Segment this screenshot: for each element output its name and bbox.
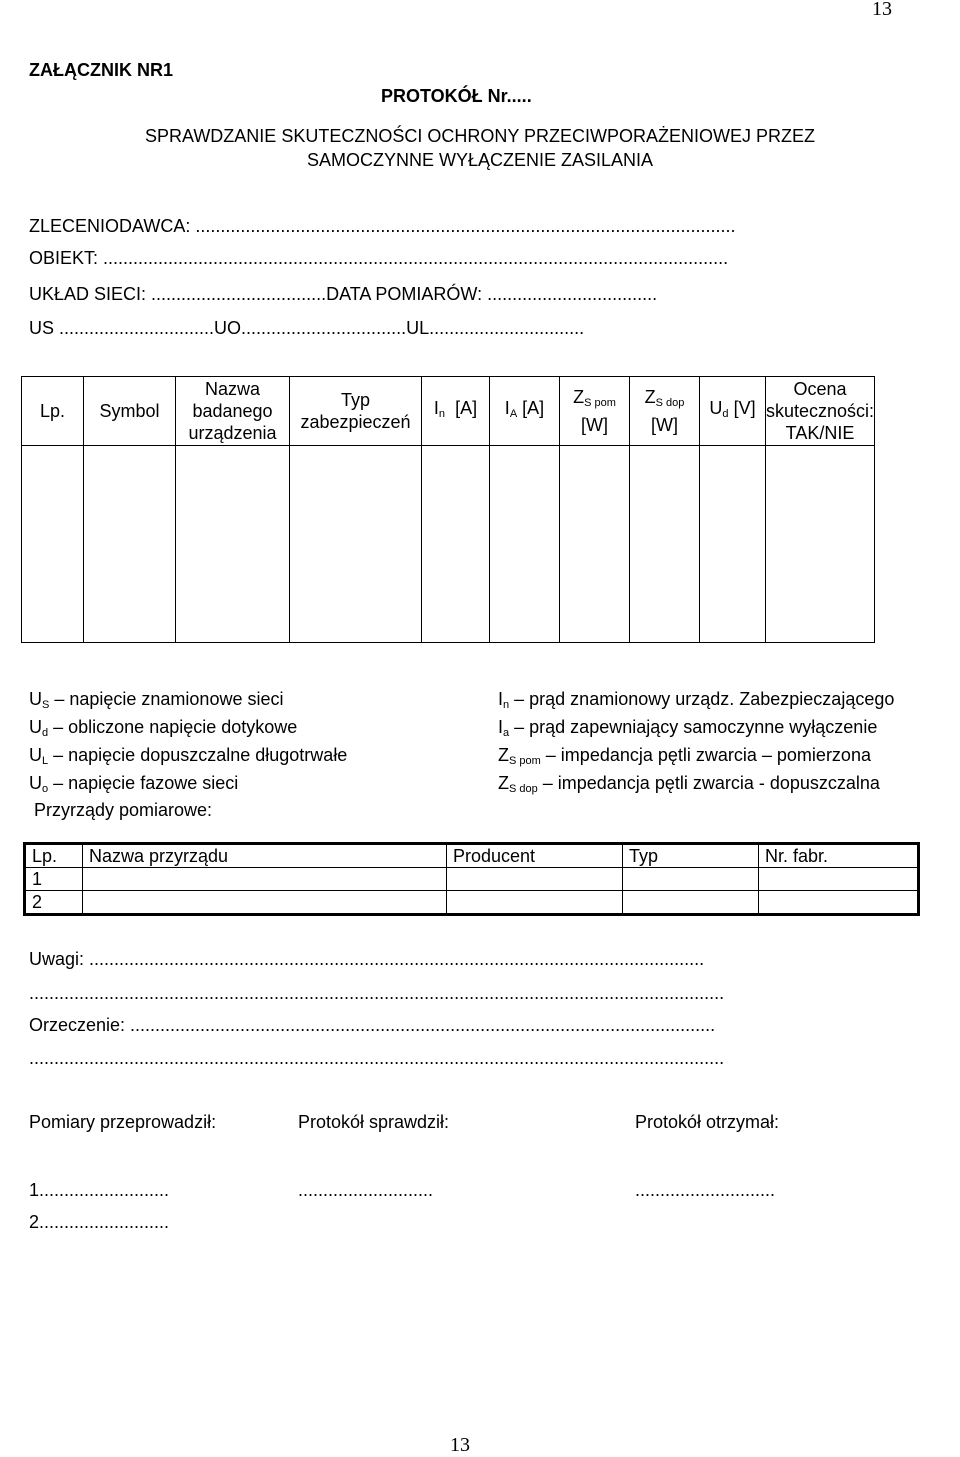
subtitle-line-2: SAMOCZYNNE WYŁĄCZENIE ZASILANIA: [306, 150, 654, 170]
cell-empty: [759, 868, 919, 891]
subtitle-line-1: SPRAWDZANIE SKUTECZNOŚCI OCHRONY PRZECIWPORAŻENIOWEJ PRZEZ: [144, 126, 816, 146]
cell-empty: [766, 446, 875, 643]
col-zs-dop: $Z_{S dop}$ [W]: [630, 377, 700, 446]
header-producer: Producent: [447, 844, 623, 868]
table-row: [25, 891, 919, 915]
legend-item: $U_o$ – napięcie fazowe sieci: [29, 773, 239, 795]
performed-by-label: Pomiary przeprowadził:: [29, 1112, 217, 1132]
cell-empty: [84, 446, 176, 643]
cell-empty: [759, 891, 919, 915]
legend-item: $U_S$ – napięcie znamionowe sieci: [29, 689, 284, 711]
col-in: $I_n$ [A]: [422, 377, 490, 446]
received-by-label: Protokół otrzymał:: [635, 1112, 780, 1132]
col-device-name: Nazwa badanego urządzenia: [176, 377, 290, 446]
col-ud: $U_d$ [V]: [700, 377, 766, 446]
conclusion-line: ...........................................................................................................................................: [29, 1048, 725, 1068]
attachment-label: ZAŁĄCZNIK NR1: [29, 60, 173, 80]
page-number-bottom: 13: [450, 1434, 470, 1456]
network-date-field: UKŁAD SIECI: ...................................DATA POMIARÓW: ..................................: [29, 284, 658, 304]
col-zs-pom: $Z_{S pom}$ [W]: [560, 377, 630, 446]
conclusion-label: Orzeczenie: .....................................................................................................................: [29, 1015, 716, 1035]
checked-by-label: Protokół sprawdził:: [298, 1112, 450, 1132]
row-lp: 1: [25, 868, 83, 891]
cell-empty: [560, 446, 630, 643]
table-row: [25, 844, 919, 868]
object-field: OBIEKT: .............................................................................................................................: [29, 248, 729, 268]
remarks-label: Uwagi: ...........................................................................................................................: [29, 949, 705, 969]
remarks-line: ...........................................................................................................................................: [29, 983, 725, 1003]
measurement-table: [21, 376, 875, 643]
cell-empty: [490, 446, 560, 643]
col-fuse-type: Typ zabezpieczeń: [290, 377, 422, 446]
signature-line-2: 2..........................: [29, 1212, 170, 1232]
legend-item: $U_L$ – napięcie dopuszczalne długotrwałe: [29, 745, 348, 767]
cell-empty: [447, 868, 623, 891]
legend-right: [498, 688, 894, 800]
legend-item: $Z_{S dop}$ – impedancja pętli zwarcia - dopuszczalna: [498, 773, 880, 795]
col-ia: $I_A$ [A]: [490, 377, 560, 446]
cell-empty: [447, 891, 623, 915]
signature-line-1: 1..........................: [29, 1180, 170, 1200]
header-name: Nazwa przyrządu: [83, 844, 447, 868]
col-symbol: Symbol: [84, 377, 176, 446]
cell-empty: [83, 891, 447, 915]
cell-empty: [22, 446, 84, 643]
protocol-title: PROTOKÓŁ Nr.....: [381, 86, 532, 106]
client-field: ZLECENIODAWCA: ............................................................................................................: [29, 216, 736, 236]
legend-left: [29, 688, 347, 800]
table-row: [25, 868, 919, 891]
cell-empty: [422, 446, 490, 643]
signature-line-received: ............................: [635, 1180, 776, 1200]
signature-line-checked: ...........................: [298, 1180, 434, 1200]
cell-empty: [700, 446, 766, 643]
legend-item: $I_n$ – prąd znamionowy urządz. Zabezpieczającego: [498, 689, 895, 711]
col-lp: Lp.: [22, 377, 84, 446]
legend-item: $I_a$ – prąd zapewniający samoczynne wyłączenie: [498, 717, 878, 739]
instruments-label: Przyrządy pomiarowe:: [34, 800, 213, 820]
cell-empty: [83, 868, 447, 891]
cell-empty: [290, 446, 422, 643]
header-type: Typ: [623, 844, 759, 868]
cell-empty: [623, 868, 759, 891]
legend-item: $U_d$ – obliczone napięcie dotykowe: [29, 717, 298, 739]
voltage-fields: US ...............................UO.................................UL...............................: [29, 318, 585, 338]
header-serial: Nr. fabr.: [759, 844, 919, 868]
cell-empty: [623, 891, 759, 915]
header-lp: Lp.: [25, 844, 83, 868]
row-lp: 2: [25, 891, 83, 915]
page-number-top: 13: [872, 0, 892, 20]
col-assessment: Ocena skuteczności: TAK/NIE: [766, 377, 875, 446]
cell-empty: [630, 446, 700, 643]
instruments-table: [23, 842, 920, 916]
legend-item: $Z_{S pom}$ – impedancja pętli zwarcia – pomierzona: [498, 745, 871, 767]
cell-empty: [176, 446, 290, 643]
